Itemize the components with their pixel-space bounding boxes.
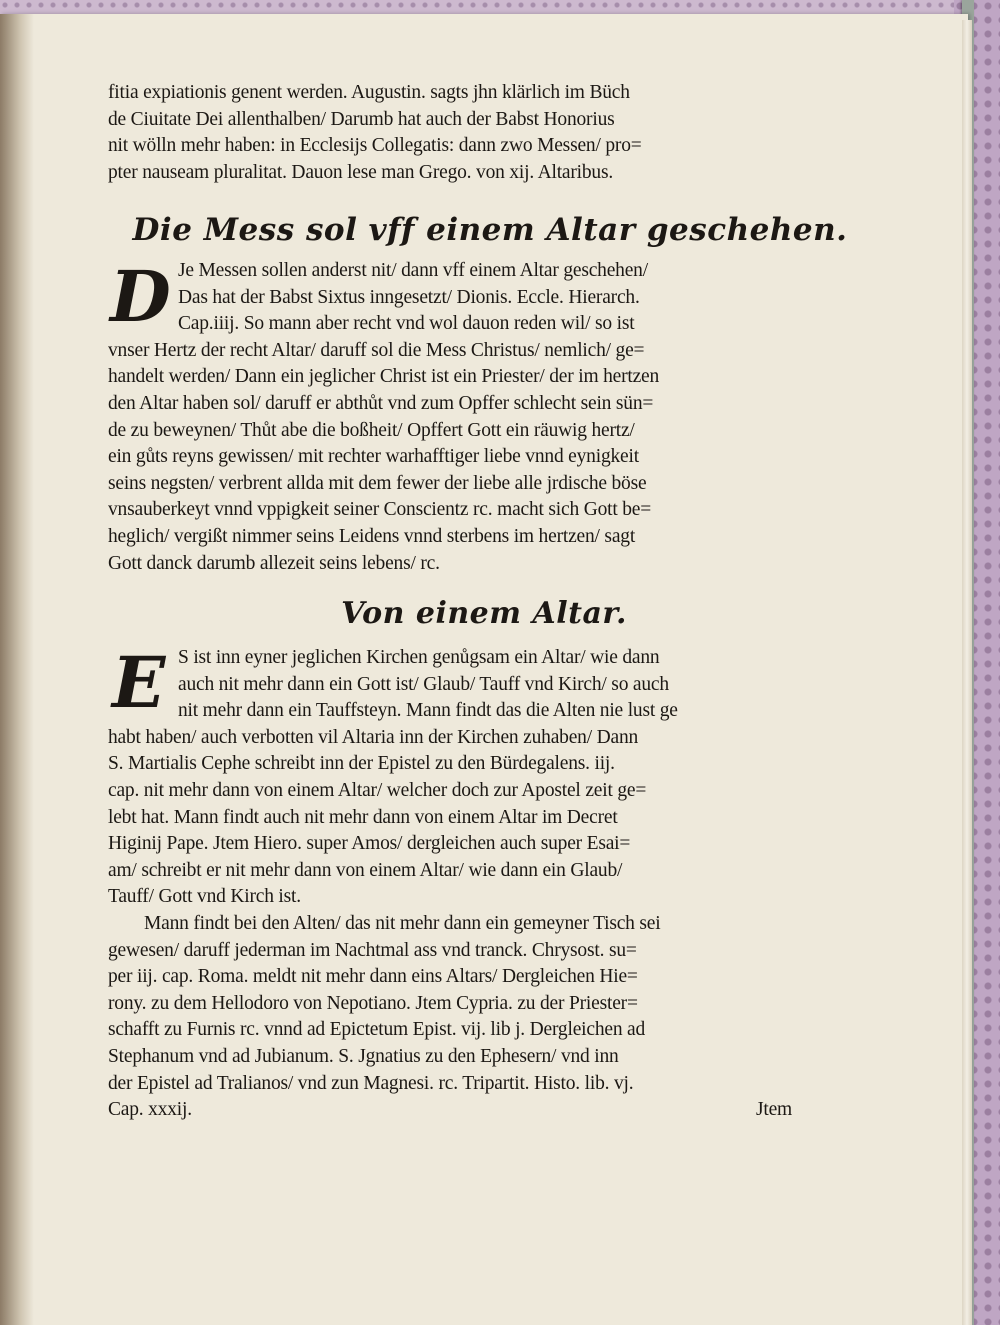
text-line: Gott danck darumb allezeit seins lebens/ rc. — [108, 552, 440, 574]
text-line: Das hat der Babst Sixtus inngesetzt/ Dionis. Eccle. Hierarch. — [178, 286, 640, 308]
decorated-initial-d: D — [110, 255, 171, 338]
text-line: nit wölln mehr haben: in Ecclesijs Collegatis: dann zwo Messen/ pro= — [108, 135, 642, 157]
text-line: Tauff/ Gott vnd Kirch ist. — [108, 886, 301, 908]
text-line: seins negsten/ verbrent allda mit dem fewer der liebe alle jrdische böse — [108, 472, 647, 494]
text-line: cap. nit mehr dann von einem Altar/ welcher doch zur Apostel zeit ge= — [108, 779, 647, 801]
text-line: am/ schreibt er nit mehr dann von einem Altar/ wie dann ein Glaub/ — [108, 859, 623, 881]
text-line: habt haben/ auch verbotten vil Altaria inn der Kirchen zuhaben/ Dann — [108, 726, 639, 748]
catchword: Jtem — [755, 1099, 792, 1121]
text-line: der Epistel ad Tralianos/ vnd zun Magnesi. rc. Tripartit. Histo. lib. vj. — [108, 1072, 634, 1094]
section-heading-altar: Von einem Altar. — [341, 596, 627, 631]
text-line: fitia expiationis genent werden. Augustin. sagts jhn klärlich im Büch — [108, 82, 630, 103]
text-line: Stephanum vnd ad Jubianum. S. Jgnatius zu den Ephesern/ vnd inn — [108, 1045, 619, 1067]
text-line: gewesen/ daruff jederman im Nachtmal ass vnd tranck. Chrysost. su= — [108, 939, 637, 961]
text-line: auch nit mehr dann ein Gott ist/ Glaub/ Tauff vnd Kirch/ so auch — [178, 673, 669, 695]
text-line: Cap.iiij. So mann aber recht vnd wol dauon reden wil/ so ist — [178, 313, 635, 335]
text-line: rony. zu dem Hellodoro von Nepotiano. Jtem Cypria. zu der Priester= — [108, 992, 638, 1014]
text-line: handelt werden/ Dann ein jeglicher Christ ist ein Priester/ der im hertzen — [108, 366, 660, 388]
text-line: schafft zu Furnis rc. vnnd ad Epictetum Epist. vij. lib j. Dergleichen ad — [108, 1019, 646, 1041]
text-line: ein gůts reyns gewissen/ mit rechter warhafftiger liebe vnnd eynigkeit — [108, 446, 639, 468]
text-block-intro — [108, 80, 798, 186]
text-line: heglich/ vergißt nimmer seins Leidens vnnd sterbens im hertzen/ sagt — [108, 525, 636, 547]
page-gutter — [0, 14, 34, 1325]
text-line: pter nauseam pluralitat. Dauon lese man Grego. von xij. Altaribus. — [108, 161, 614, 183]
footer-line — [108, 1097, 798, 1124]
text-line: Je Messen sollen anderst nit/ dann vff einem Altar geschehen/ — [178, 260, 648, 281]
text-block-mess — [108, 255, 798, 577]
text-line: vnsauberkeyt vnnd vppigkeit seiner Conscientz rc. macht sich Gott be= — [108, 499, 652, 521]
text-line: de Ciuitate Dei allenthalben/ Darumb hat auch der Babst Honorius — [108, 108, 615, 130]
text-line: S ist inn eyner jeglichen Kirchen genůgsam ein Altar/ wie dann — [178, 647, 660, 668]
text-line: per iij. cap. Roma. meldt nit mehr dann eins Altars/ Dergleichen Hie= — [108, 966, 638, 988]
section-heading-mess: Die Mess sol vff einem Altar geschehen. — [132, 212, 848, 248]
text-line: den Altar haben sol/ daruff er abthůt vnd zum Opffer schlecht sein sün= — [108, 392, 654, 414]
text-line: nit mehr dann ein Tauffsteyn. Mann findt das die Alten nie lust ge — [178, 700, 678, 722]
chapter-reference: Cap. xxxij. — [108, 1099, 192, 1121]
text-block-altar — [108, 641, 798, 1124]
decorated-initial-e: E — [112, 641, 166, 724]
text-line: de zu beweynen/ Thůt abe die boßheit/ Opffert Gott ein räuwig hertz/ — [108, 419, 635, 441]
text-line: Mann findt bei den Alten/ das nit mehr dann ein gemeyner Tisch sei — [144, 912, 661, 934]
text-line: Higinij Pape. Jtem Hiero. super Amos/ dergleichen auch super Esai= — [108, 833, 631, 855]
text-line: vnser Hertz der recht Altar/ daruff sol die Mess Christus/ nemlich/ ge= — [108, 339, 645, 361]
text-line: lebt hat. Mann findt auch nit mehr dann von einem Altar im Decret — [108, 806, 618, 828]
text-line: S. Martialis Cephe schreibt inn der Epistel zu den Bürdegalens. iij. — [108, 753, 615, 775]
